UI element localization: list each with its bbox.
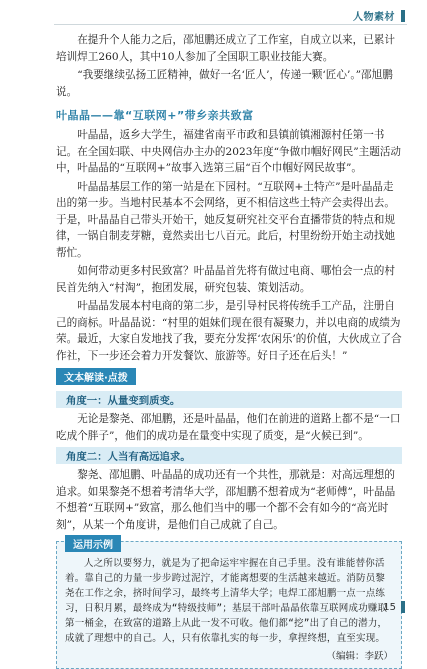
angle-title: 角度二：人当有高远追求。 (56, 447, 402, 464)
intro-paragraph: “我要继续弘扬工匠精神，做好一名‘匠人’，传递一颗‘匠心’。”邵旭鹏说。 (56, 69, 393, 98)
section-paragraph: 叶晶晶基层工作的第一站是在下园村。“互联网+土特产”是叶晶晶走出的第一步。当地村民基本不会网络，更不相信这些土特产会卖得出去。于是，叶晶晶自己带头开始干，她反复研究社交平台直播带货的特点和规律，一锅自制麦芽糖，竟然卖出七八百元。此后，村里纷纷开始主动找她帮忙。 (56, 180, 395, 259)
header-accent-bar (401, 10, 405, 22)
page-number: 15 (383, 601, 396, 613)
analysis-tag: 文本解读·点拨 (56, 368, 136, 385)
section-paragraph: 如何带动更多村民致富？叶晶晶首先将有做过电商、哪怕会一点的村民首先纳入“村淘”，抱团发展，研究包装、策划活动。 (56, 265, 395, 294)
section-paragraph: 叶晶晶，返乡大学生，福建省南平市政和县镇前镇湘源村任第一书记。在全国妇联、中央网信办主办的2023年度“争做巾帼好网民”主题活动中，叶晶晶的“互联网+”故事入选第三届“百个巾帼好网民故事”。 (56, 129, 402, 174)
example-tag: 运用示例 (65, 535, 121, 552)
header-label: 人物素材 (353, 12, 395, 23)
example-box (56, 541, 402, 669)
example-text: 人之所以要努力，就是为了把命运牢牢握在自己手里。没有谁能替你活着。靠自己的力量一步步跨过泥泞，才能离想要的生活越来越近。消防员黎尧在工作之余，挤时间学习，最终考上清华大学；电焊工邵旭鹏一点一点练习，日积月累，最终成为“特级技师”；基层干部叶晶晶依靠互联网成功赚取第一桶金，在致富的道路上从此一发不可收。他们都“挖”出了自己的潜力，成就了理想中的自己。人，只有依靠扎实的每一步，拿捏终想，直至实现。 (65, 558, 388, 644)
footer-accent-bar (401, 601, 405, 613)
editor-credit: （编辑：李跃） (326, 651, 393, 662)
header-divider (54, 24, 407, 25)
section-title: 叶晶晶——靠“互联网+”带乡亲共致富 (56, 109, 254, 122)
intro-paragraph: 在提升个人能力之后，邵旭鹏还成立了工作室，自成立以来，已累计培训焊工260人，其中10人参加了全国职工职业技能大赛。 (56, 34, 395, 63)
angle-text: 无论是黎尧、邵旭鹏，还是叶晶晶，他们在前进的道路上都不是“一口吃成个胖子”，他们的成功是在量变中实现了质变，是“火候已到”。 (56, 413, 401, 442)
angle-title: 角度一：从量变到质变。 (56, 391, 402, 408)
section-paragraph: 叶晶晶发展本村电商的第二步，是引导村民将传统手工产品，注册自己的商标。叶晶晶说：“村里的姐妹们现在很有凝聚力，并以电商的成绩为荣。最近，大家自发地找了我，要充分发挥‘农闲乐’的价值，大伙成立了合作社，下一步还会着力开发餐饮、旅游等。好日子还在后头！” (56, 300, 402, 362)
article-body (56, 32, 402, 669)
running-header (353, 8, 405, 23)
angle-text: 黎尧、邵旭鹏、叶晶晶的成功还有一个共性，那就是：对高远理想的追求。如果黎尧不想着考清华大学，邵旭鹏不想着成为“老师傅”，叶晶晶不想着“互联网+”致富，那么他们当中的哪一个都不会有如今的“高光时刻”，从某一个角度讲，是他们自己成就了自己。 (56, 469, 396, 531)
page-footer (383, 601, 405, 613)
